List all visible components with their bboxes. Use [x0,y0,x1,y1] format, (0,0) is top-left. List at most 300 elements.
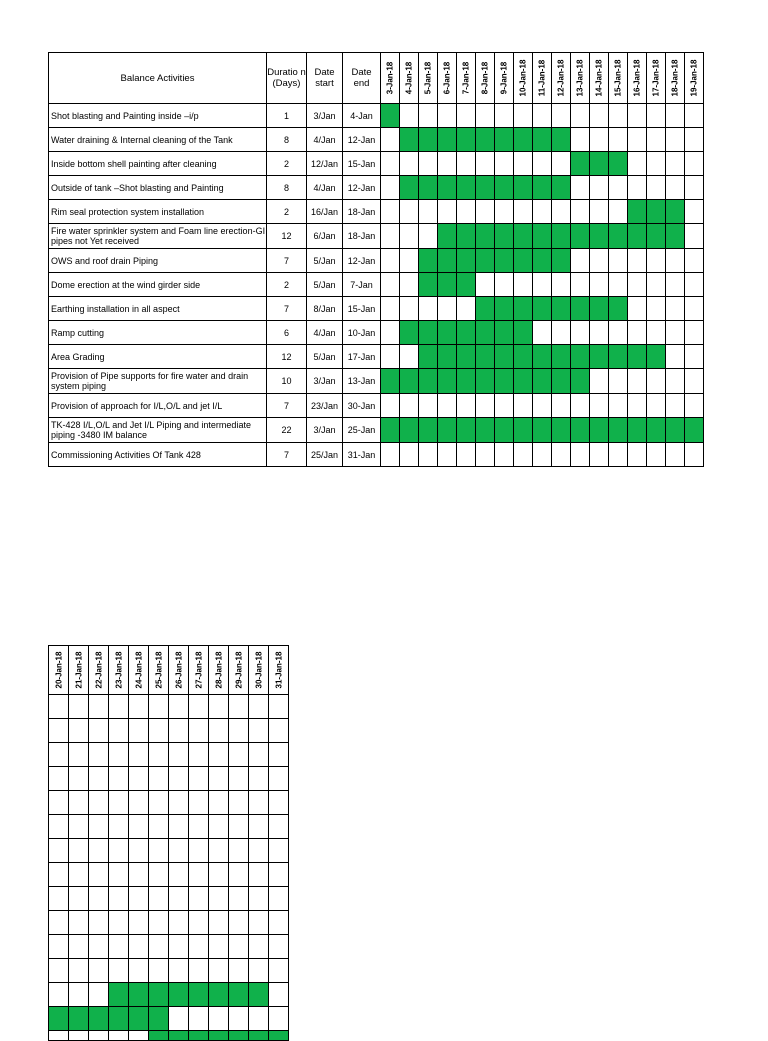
gantt-cell [269,743,289,767]
activity-row [49,273,704,297]
day-header [647,53,666,104]
gantt-cell [647,176,666,200]
gantt-cell [129,791,149,815]
gantt-cell [685,394,704,418]
activity-row [49,911,289,935]
gantt-cell [169,791,189,815]
gantt-cell [189,719,209,743]
gantt-cell [169,887,189,911]
gantt-cell [419,224,438,249]
gantt-cell [169,767,189,791]
activity-row [49,152,704,176]
gantt-bar-cell [552,418,571,443]
gantt-cell [129,1031,149,1041]
gantt-cell [476,104,495,128]
day-header [457,53,476,104]
gantt-cell [109,791,129,815]
day-header [514,53,533,104]
gantt-bar-cell [590,224,609,249]
gantt-cell [189,743,209,767]
activity-name: Commissioning Activities Of Tank 428 [49,443,267,467]
gantt-cell [609,369,628,394]
gantt-cell [69,743,89,767]
gantt-cell [571,249,590,273]
activity-row [49,743,289,767]
gantt-cell [381,297,400,321]
gantt-bar-cell [269,1031,289,1041]
gantt-bar-cell [457,176,476,200]
gantt-cell [89,983,109,1007]
gantt-cell [590,369,609,394]
gantt-cell [189,815,209,839]
gantt-cell [249,695,269,719]
gantt-cell [419,394,438,418]
day-header [609,53,628,104]
gantt-cell [229,959,249,983]
gantt-cell [590,200,609,224]
end-date: 4-Jan [343,104,381,128]
gantt-bar-cell [552,224,571,249]
gantt-cell [609,394,628,418]
gantt-cell [495,152,514,176]
gantt-cell [69,767,89,791]
gantt-bar-cell [495,224,514,249]
gantt-cell [571,128,590,152]
gantt-table-part1 [48,52,704,467]
gantt-cell [571,443,590,467]
gantt-cell [476,443,495,467]
gantt-cell [109,695,129,719]
activity-row [49,1031,289,1041]
gantt-cell [628,394,647,418]
gantt-cell [685,152,704,176]
activity-name: TK-428 I/L,O/L and Jet I/L Piping and intermediate piping -3480 IM balance [49,418,267,443]
activity-row [49,297,704,321]
gantt-bar-cell [552,128,571,152]
gantt-bar-cell [609,345,628,369]
gantt-bar-cell [552,369,571,394]
gantt-cell [89,839,109,863]
activity-name: Earthing installation in all aspect [49,297,267,321]
gantt-cell [400,152,419,176]
gantt-bar-cell [169,983,189,1007]
end-date: 15-Jan [343,297,381,321]
gantt-bar-cell [495,369,514,394]
gantt-cell [381,200,400,224]
gantt-cell [189,1007,209,1031]
activity-row [49,369,704,394]
day-label: 24-Jan-18 [134,651,143,689]
gantt-bar-cell [495,297,514,321]
gantt-cell [229,935,249,959]
duration-value: 7 [267,297,307,321]
gantt-cell [109,1031,129,1041]
gantt-cell [685,128,704,152]
gantt-cell [400,394,419,418]
gantt-cell [685,297,704,321]
day-label: 17-Jan-18 [651,59,661,97]
gantt-bar-cell [514,176,533,200]
gantt-cell [49,719,69,743]
end-date: 30-Jan [343,394,381,418]
end-date: 12-Jan [343,128,381,152]
gantt-cell [590,128,609,152]
gantt-bar-cell [149,983,169,1007]
gantt-cell [249,911,269,935]
gantt-bar-cell [400,418,419,443]
gantt-bar-cell [109,1007,129,1031]
gantt-cell [49,743,69,767]
day-header [571,53,590,104]
gantt-cell [647,152,666,176]
gantt-cell [400,345,419,369]
gantt-cell [571,104,590,128]
activity-row [49,935,289,959]
duration-value: 1 [267,104,307,128]
gantt-cell [109,911,129,935]
gantt-bar-cell [647,418,666,443]
gantt-cell [685,249,704,273]
gantt-bar-cell [571,369,590,394]
gantt-bar-cell [457,273,476,297]
gantt-bar-cell [647,224,666,249]
gantt-cell [149,767,169,791]
gantt-cell [647,128,666,152]
start-date: 3/Jan [307,369,343,394]
gantt-cell [269,695,289,719]
start-date: 5/Jan [307,249,343,273]
start-date: 5/Jan [307,345,343,369]
gantt-cell [533,200,552,224]
activity-row [49,863,289,887]
gantt-cell [476,200,495,224]
gantt-bar-cell [533,418,552,443]
gantt-bar-cell [69,1007,89,1031]
gantt-cell [647,443,666,467]
gantt-bar-cell [533,224,552,249]
gantt-cell [685,273,704,297]
gantt-cell [269,815,289,839]
day-label: 11-Jan-18 [537,59,547,97]
gantt-bar-cell [552,176,571,200]
gantt-bar-cell [457,418,476,443]
gantt-bar-cell [628,418,647,443]
day-header [49,646,69,695]
gantt-bar-cell [514,249,533,273]
day-header [89,646,109,695]
gantt-cell [249,815,269,839]
gantt-cell [666,394,685,418]
gantt-cell [69,1031,89,1041]
day-header [685,53,704,104]
gantt-cell [49,1031,69,1041]
start-date: 3/Jan [307,104,343,128]
gantt-cell [229,743,249,767]
gantt-bar-cell [419,321,438,345]
gantt-cell [495,443,514,467]
gantt-bar-cell [571,345,590,369]
gantt-cell [533,394,552,418]
gantt-bar-cell [381,104,400,128]
start-date: 3/Jan [307,418,343,443]
gantt-bar-cell [109,983,129,1007]
gantt-cell [109,959,129,983]
end-date: 31-Jan [343,443,381,467]
gantt-cell [381,224,400,249]
activity-row [49,128,704,152]
day-header [400,53,419,104]
gantt-cell [400,297,419,321]
gantt-cell [209,719,229,743]
day-label: 14-Jan-18 [594,59,604,97]
gantt-cell [590,443,609,467]
gantt-cell [209,839,229,863]
start-date: 5/Jan [307,273,343,297]
gantt-cell [189,863,209,887]
gantt-bar-cell [149,1031,169,1041]
gantt-cell [476,394,495,418]
gantt-cell [89,815,109,839]
gantt-bar-cell [533,369,552,394]
gantt-cell [229,791,249,815]
gantt-cell [129,863,149,887]
gantt-cell [514,104,533,128]
duration-value: 2 [267,273,307,297]
gantt-cell [685,369,704,394]
gantt-cell [169,719,189,743]
gantt-cell [685,104,704,128]
gantt-cell [457,104,476,128]
gantt-cell [249,719,269,743]
gantt-cell [49,887,69,911]
day-label: 5-Jan-18 [423,61,433,95]
activity-name: Provision of Pipe supports for fire water and drain system piping [49,369,267,394]
activity-row [49,719,289,743]
gantt-bar-cell [552,297,571,321]
gantt-bar-cell [438,249,457,273]
gantt-cell [49,767,69,791]
gantt-cell [533,104,552,128]
gantt-bar-cell [571,152,590,176]
gantt-bar-cell [419,273,438,297]
gantt-bar-cell [628,345,647,369]
gantt-cell [169,1007,189,1031]
duration-value: 6 [267,321,307,345]
duration-header: Duratio n (Days) [267,53,307,104]
gantt-cell [666,128,685,152]
gantt-cell [495,273,514,297]
gantt-bar-cell [476,224,495,249]
activity-row [49,815,289,839]
gantt-bar-cell [514,345,533,369]
gantt-bar-cell [189,983,209,1007]
gantt-bar-cell [476,369,495,394]
day-header [533,53,552,104]
gantt-cell [49,815,69,839]
gantt-cell [590,104,609,128]
gantt-cell [552,273,571,297]
day-header [109,646,129,695]
activity-row [49,983,289,1007]
gantt-bar-cell [552,249,571,273]
duration-value: 7 [267,443,307,467]
gantt-cell [269,719,289,743]
gantt-cell [609,443,628,467]
gantt-bar-cell [533,176,552,200]
day-header [590,53,609,104]
gantt-cell [666,104,685,128]
gantt-cell [400,200,419,224]
gantt-cell [89,695,109,719]
gantt-bar-cell [476,128,495,152]
day-label: 30-Jan-18 [254,651,263,689]
gantt-cell [666,297,685,321]
gantt-cell [419,443,438,467]
gantt-cell [685,176,704,200]
gantt-cell [129,911,149,935]
activity-row [49,104,704,128]
duration-value: 7 [267,249,307,273]
gantt-cell [609,249,628,273]
gantt-bar-cell [419,418,438,443]
gantt-bar-cell [419,128,438,152]
gantt-cell [628,369,647,394]
gantt-bar-cell [129,1007,149,1031]
gantt-table-part2 [48,645,289,1041]
gantt-bar-cell [476,418,495,443]
gantt-cell [381,273,400,297]
gantt-cell [571,273,590,297]
gantt-cell [69,887,89,911]
gantt-cell [229,719,249,743]
gantt-bar-cell [438,345,457,369]
gantt-cell [89,911,109,935]
gantt-cell [229,839,249,863]
gantt-cell [495,394,514,418]
gantt-cell [381,249,400,273]
gantt-cell [89,743,109,767]
gantt-bar-cell [647,345,666,369]
day-label: 27-Jan-18 [194,651,203,689]
gantt-cell [209,935,229,959]
day-header [209,646,229,695]
activity-name: Water draining & Internal cleaning of the Tank [49,128,267,152]
gantt-cell [269,1007,289,1031]
gantt-cell [552,104,571,128]
day-header [438,53,457,104]
gantt-cell [685,345,704,369]
gantt-bar-cell [495,176,514,200]
gantt-cell [609,321,628,345]
gantt-cell [149,719,169,743]
activity-row [49,791,289,815]
gantt-bar-cell [400,176,419,200]
gantt-cell [457,152,476,176]
day-label: 10-Jan-18 [518,59,528,97]
gantt-cell [666,249,685,273]
gantt-cell [229,911,249,935]
activity-row [49,345,704,369]
gantt-cell [129,887,149,911]
day-label: 13-Jan-18 [575,59,585,97]
gantt-cell [685,321,704,345]
gantt-cell [647,297,666,321]
gantt-cell [169,695,189,719]
gantt-bar-cell [533,297,552,321]
gantt-cell [400,224,419,249]
gantt-cell [552,152,571,176]
gantt-cell [571,200,590,224]
gantt-cell [400,273,419,297]
activity-name: Provision of approach for I/L,O/L and jet I/L [49,394,267,418]
day-header [189,646,209,695]
gantt-cell [149,695,169,719]
gantt-cell [269,983,289,1007]
gantt-cell [209,791,229,815]
gantt-bar-cell [476,249,495,273]
gantt-bar-cell [590,345,609,369]
gantt-cell [109,815,129,839]
duration-value: 8 [267,128,307,152]
start-header: Date start [307,53,343,104]
gantt-cell [169,863,189,887]
gantt-cell [49,839,69,863]
gantt-cell [628,249,647,273]
activity-name: Fire water sprinkler system and Foam line erection-GI pipes not Yet received [49,224,267,249]
gantt-cell [628,443,647,467]
gantt-cell [149,815,169,839]
gantt-bar-cell [609,418,628,443]
gantt-bar-cell [533,345,552,369]
gantt-cell [49,935,69,959]
gantt-cell [514,200,533,224]
day-header [628,53,647,104]
gantt-cell [533,321,552,345]
gantt-cell [476,152,495,176]
gantt-bar-cell [571,224,590,249]
gantt-bar-cell [609,224,628,249]
gantt-bar-cell [495,128,514,152]
gantt-cell [49,791,69,815]
gantt-bar-cell [457,249,476,273]
end-date: 18-Jan [343,224,381,249]
activity-name: Dome erection at the wind girder side [49,273,267,297]
gantt-cell [249,959,269,983]
day-header [269,646,289,695]
gantt-cell [209,815,229,839]
gantt-cell [109,719,129,743]
gantt-cell [476,273,495,297]
day-header [129,646,149,695]
gantt-bar-cell [457,345,476,369]
gantt-cell [400,443,419,467]
activity-row [49,1007,289,1031]
gantt-bar-cell [514,321,533,345]
gantt-cell [533,152,552,176]
gantt-cell [438,443,457,467]
gantt-bar-cell [533,249,552,273]
gantt-bar-cell [400,321,419,345]
duration-value: 2 [267,200,307,224]
gantt-cell [49,959,69,983]
gantt-bar-cell [476,345,495,369]
gantt-cell [438,200,457,224]
gantt-cell [89,1031,109,1041]
gantt-cell [628,104,647,128]
gantt-bar-cell [476,297,495,321]
day-header [229,646,249,695]
gantt-cell [666,273,685,297]
